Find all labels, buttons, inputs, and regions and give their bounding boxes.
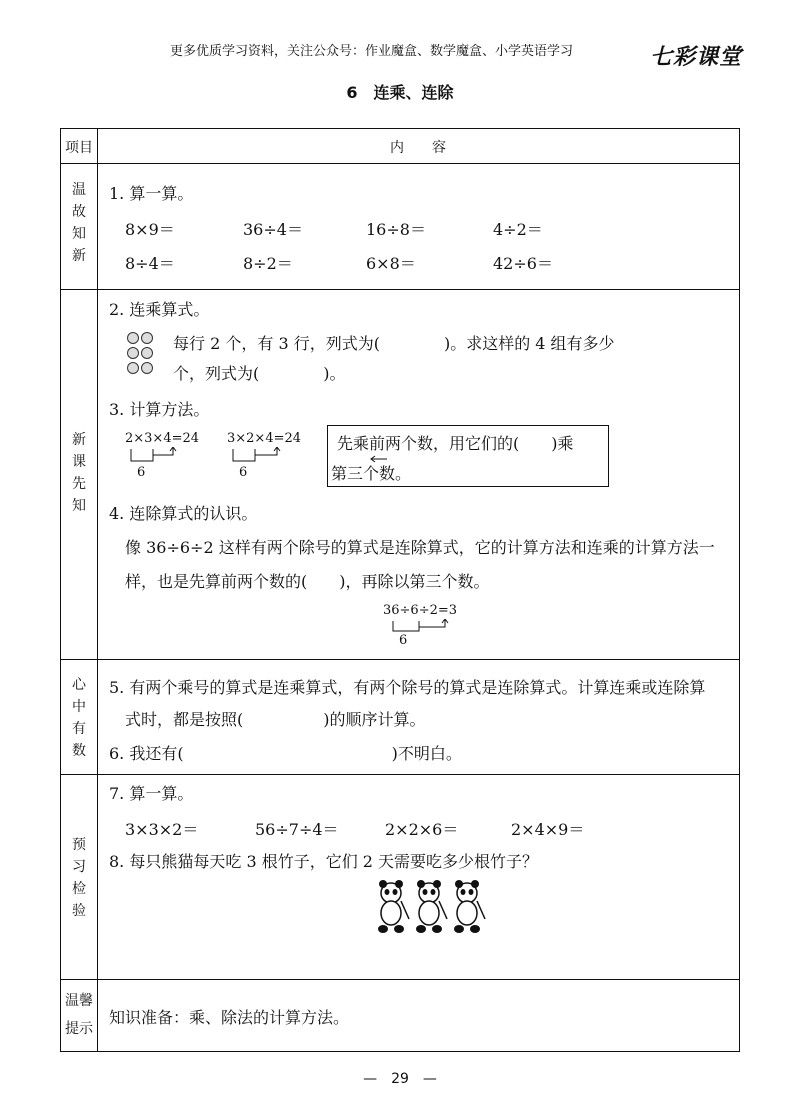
- q7-item: 2×2×6＝: [385, 820, 459, 839]
- q1-item: 6×8＝: [366, 254, 416, 273]
- q3-mid2: 6: [239, 465, 248, 480]
- section-label-tip: 温馨提示: [65, 993, 93, 1037]
- column-header-content: 内 容: [390, 140, 446, 156]
- q4-arrows-diagram: [383, 619, 463, 649]
- worksheet-table: [60, 128, 740, 1052]
- column-divider: [97, 129, 98, 1051]
- page-number: — 29 —: [363, 1071, 437, 1087]
- q2-line2: 个，列式为( )。: [173, 364, 346, 383]
- page-title: 6 连乘、连除: [346, 83, 454, 102]
- q4-line2: 样，也是先算前两个数的( )，再除以第三个数。: [125, 572, 490, 591]
- row-divider: [61, 774, 739, 775]
- row-divider: [61, 979, 739, 980]
- section-label-check: 预习检验: [72, 837, 86, 919]
- q3-title: 3. 计算方法。: [109, 400, 210, 419]
- q1-item: 42÷6＝: [493, 254, 553, 273]
- q1-item: 16÷8＝: [366, 220, 426, 239]
- column-header-item: 项目: [65, 140, 93, 156]
- row-divider: [61, 659, 739, 660]
- q1-item: 8×9＝: [125, 220, 175, 239]
- q5-line2: 式时，都是按照( )的顺序计算。: [125, 710, 426, 729]
- q1-item: 4÷2＝: [493, 220, 543, 239]
- q3-note-line1: 先乘前两个数，用它们的( )乘: [337, 434, 574, 453]
- q7-item: 56÷7÷4＝: [255, 820, 339, 839]
- q4-expr: 36÷6÷2=3: [383, 603, 458, 618]
- q7-title: 7. 算一算。: [109, 784, 194, 803]
- q1-item: 8÷2＝: [243, 254, 293, 273]
- q3-expr2: 3×2×4=24: [227, 431, 302, 446]
- q1-item: 36÷4＝: [243, 220, 303, 239]
- q1-title: 1. 算一算。: [109, 184, 194, 203]
- q3-mid1: 6: [137, 465, 146, 480]
- q2-line1: 每行 2 个，有 3 行，列式为( )。求这样的 4 组有多少: [173, 334, 615, 353]
- q3-note-line2: 第三个数。: [331, 464, 412, 483]
- q1-item: 8÷4＝: [125, 254, 175, 273]
- q4-mid: 6: [399, 633, 408, 648]
- header-note: 更多优质学习资料，关注公众号：作业魔盒、数学魔盒、小学英语学习: [170, 44, 574, 59]
- q4-title: 4. 连除算式的认识。: [109, 504, 258, 523]
- panda-illustration: [373, 879, 489, 935]
- section-label-summary: 心中有数: [72, 677, 86, 759]
- q4-line1: 像 36÷6÷2 这样有两个除号的算式是连除算式，它的计算方法和连乘的计算方法一: [125, 538, 715, 557]
- brand-logo: 七彩课堂: [650, 45, 743, 70]
- row-divider: [61, 163, 739, 164]
- section-label-new: 新课先知: [72, 432, 86, 514]
- q7-item: 2×4×9＝: [511, 820, 585, 839]
- row-divider: [61, 289, 739, 290]
- q2-title: 2. 连乘算式。: [109, 300, 210, 319]
- tip-text: 知识准备：乘、除法的计算方法。: [109, 1008, 350, 1027]
- section-label-review: 温故知新: [72, 182, 86, 264]
- q6-text: 6. 我还有( )不明白。: [109, 744, 462, 763]
- q5-line1: 5. 有两个乘号的算式是连乘算式，有两个除号的算式是连除算式。计算连乘或连除算: [109, 678, 706, 697]
- q8-text: 8. 每只熊猫每天吃 3 根竹子，它们 2 天需要吃多少根竹子？: [109, 852, 539, 871]
- q3-expr1: 2×3×4=24: [125, 431, 200, 446]
- q7-item: 3×3×2＝: [125, 820, 199, 839]
